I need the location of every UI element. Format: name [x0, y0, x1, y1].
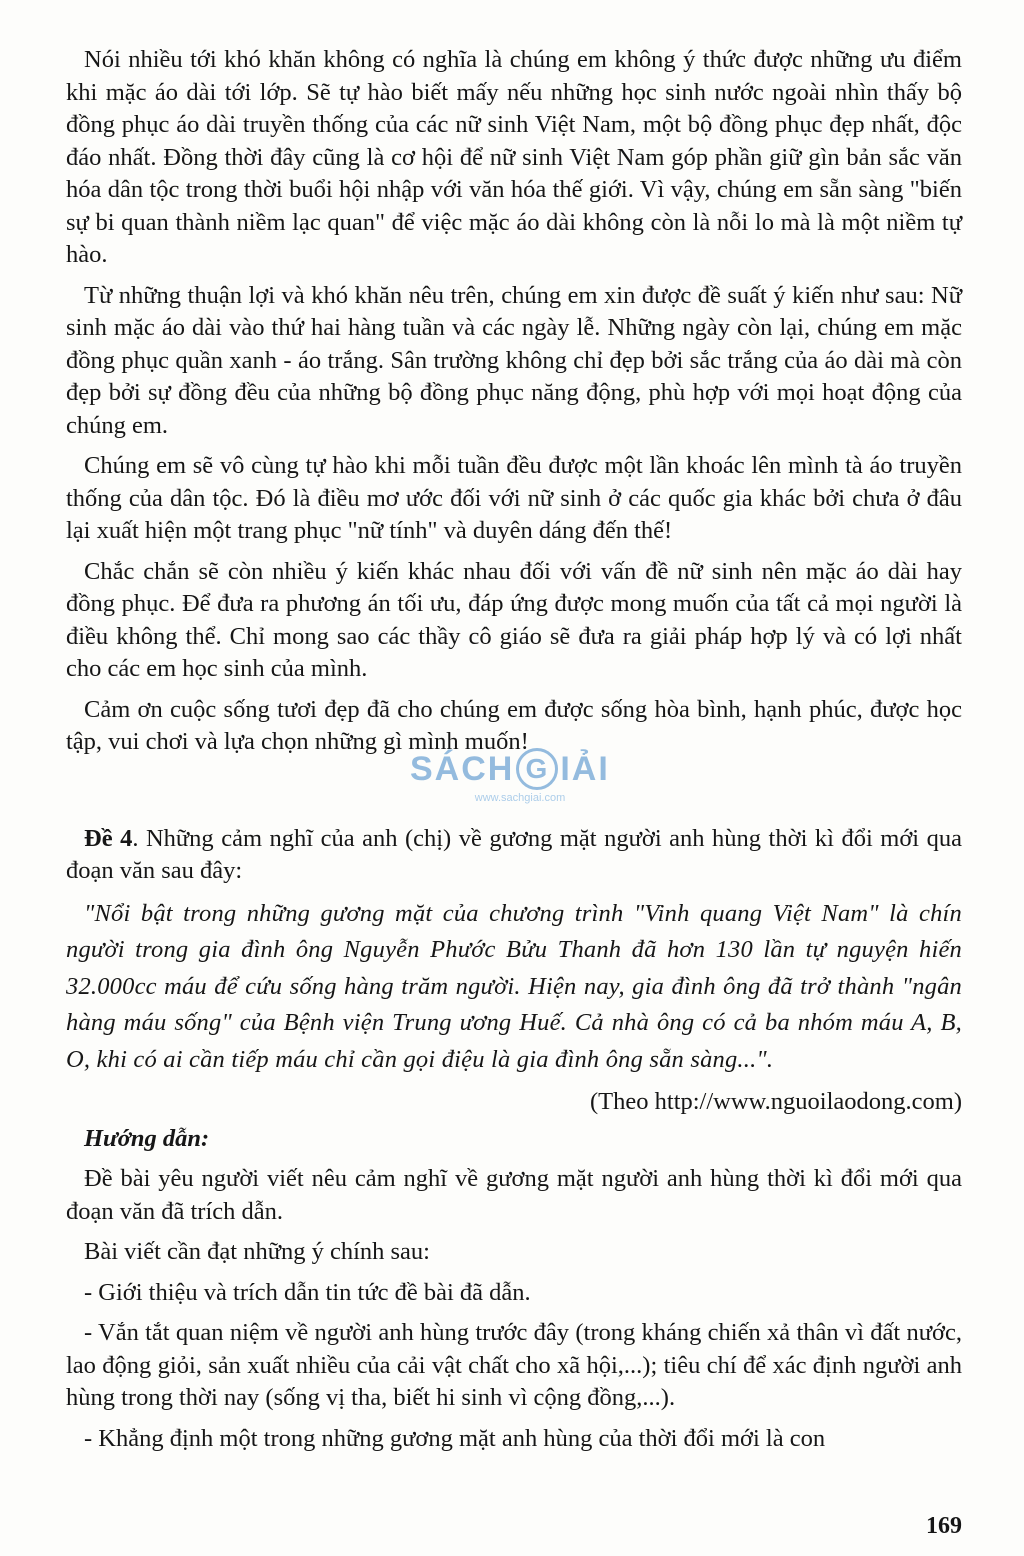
guide-bullet-2: - Vắn tắt quan niệm về người anh hùng trước đây (trong kháng chiến xả thân vì đất nước, lao động giỏi, sản xuất nhiều của cải vật chất cho xã hội,...); tiêu chí để xác định người anh hùng trong thời nay (sống vị tha, biết hi sinh vì cộng đồng,...). — [66, 1319, 962, 1411]
topic-text: . Những cảm nghĩ của anh (chị) về gương mặt người anh hùng thời kì đổi mới qua đoạn văn sau đây: — [66, 824, 962, 884]
section-spacer — [66, 767, 962, 823]
page-body — [66, 44, 962, 1463]
paragraph-thanks: Cảm ơn cuộc sống tươi đẹp đã cho chúng em được sống hòa bình, hạnh phúc, được học tập, vui chơi và lựa chọn những gì mình muốn! — [66, 695, 962, 755]
paragraph-advantages: Nói nhiều tới khó khăn không có nghĩa là chúng em không ý thức được những ưu điểm khi mặc áo dài tới lớp. Sẽ tự hào biết mấy nếu những học sinh nước ngoài nhìn thấy bộ đồng phục áo dài truyền thống của các nữ sinh Việt Nam, một bộ đồng phục đẹp nhất, độc đáo nhất. Đồng thời đây cũng là cơ hội để nữ sinh Việt Nam góp phần giữ gìn bản sắc văn hóa dân tộc trong thời buổi hội nhập với văn hóa thế giới. Vì vậy, chúng em sẵn sàng "biến sự bi quan thành niềm lạc quan" để việc mặc áo dài không còn là nỗi lo mà là một niềm tự hào. — [66, 46, 962, 268]
guide-bullet-1: - Giới thiệu và trích dẫn tin tức đề bài đã dẫn. — [84, 1278, 531, 1306]
paragraph-opinions: Chắc chắn sẽ còn nhiều ý kiến khác nhau đối với vấn đề nữ sinh nên mặc áo dài hay đồng phục. Để đưa ra phương án tối ưu, đáp ứng được mong muốn của tất cả mọi người là điều không thể. Chỉ mong sao các thầy cô giáo sẽ đưa ra giải pháp hợp lý và có lợi nhất cho các em học sinh của mình. — [66, 557, 962, 682]
quoted-passage: "Nổi bật trong những gương mặt của chương trình "Vinh quang Việt Nam" là chín người trong gia đình ông Nguyễn Phước Bửu Thanh đã hơn 130 lần tự nguyện hiến 32.000cc máu để cứu sống hàng trăm người. Hiện nay, gia đình ông đã trở thành "ngân hàng máu sống" của Bệnh viện Trung ương Huế. Cả nhà ông có cả ba nhóm máu A, B, O, khi có ai cần tiếp máu chỉ cần gọi điệu là gia đình ông sẵn sàng...". — [66, 899, 962, 1073]
watermark-url: www.sachgiai.com — [474, 792, 566, 804]
guide-lead: Bài viết cần đạt những ý chính sau: — [84, 1238, 430, 1265]
guide-heading: Hướng dẫn: — [84, 1124, 210, 1152]
topic-prompt — [66, 823, 962, 888]
watermark-g-icon: G — [516, 748, 558, 790]
watermark-brand-start: SÁCH — [410, 749, 515, 788]
topic-label: Đề 4 — [84, 824, 133, 852]
watermark-brand-end: IẢI — [560, 749, 610, 788]
guide-intro: Đề bài yêu người viết nêu cảm nghĩ về gương mặt người anh hùng thời kì đổi mới qua đoạn văn đã trích dẫn. — [66, 1165, 962, 1225]
paragraph-pride: Chúng em sẽ vô cùng tự hào khi mỗi tuần đều được một lần khoác lên mình tà áo truyền thống của dân tộc. Đó là điều mơ ước đối với nữ sinh ở các quốc gia khác bởi chưa ở đâu lại xuất hiện một trang phục "nữ tính" và duyên dáng đến thế! — [66, 452, 962, 544]
paragraph-proposal: Từ những thuận lợi và khó khăn nêu trên, chúng em xin được đề suất ý kiến như sau: Nữ sinh mặc áo dài vào thứ hai hàng tuần và các ngày lễ. Những ngày còn lại, chúng em mặc đồng phục quần xanh - áo trắng. Sân trường không chỉ đẹp bởi sắc trắng của áo dài mà còn đẹp bởi sự đồng đều của những bộ đồng phục năng động, phù hợp với mọi hoạt động của chúng em. — [66, 281, 962, 439]
quote-source: (Theo http://www.nguoilaodong.com) — [590, 1088, 962, 1115]
page-number: 169 — [926, 1513, 962, 1539]
guide-bullet-3: - Khẳng định một trong những gương mặt anh hùng của thời đổi mới là con — [84, 1424, 826, 1452]
